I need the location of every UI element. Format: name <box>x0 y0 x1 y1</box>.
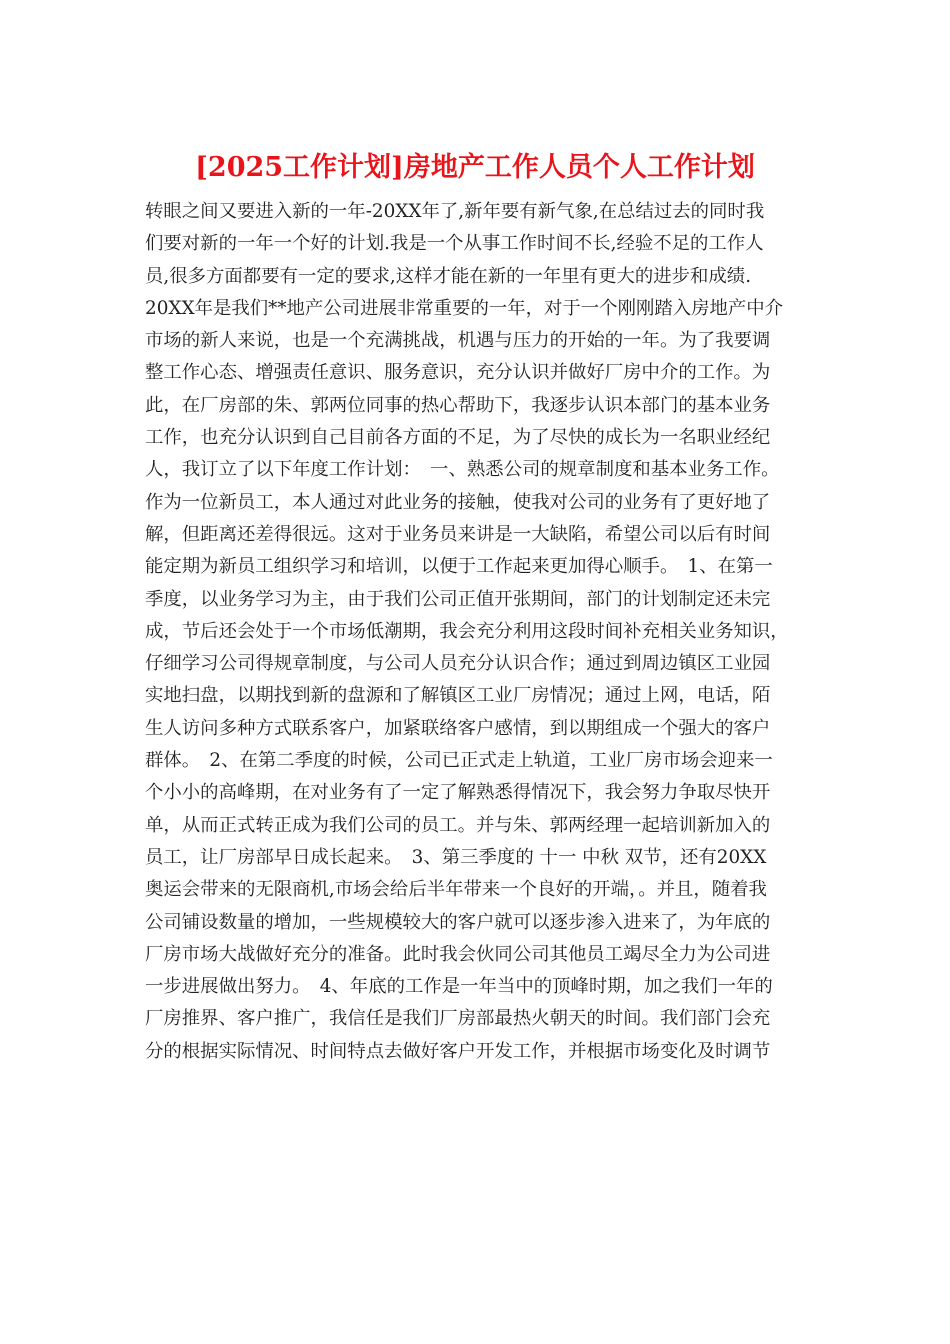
body-text-line: 能定期为新员工组织学习和培训，以便于工作起来更加得心顺手。 1、在第一 <box>145 556 773 578</box>
body-text-line: 实地扫盘，以期找到新的盘源和了解镇区工业厂房情况；通过上网，电话，陌 <box>145 685 771 707</box>
document-body <box>145 196 805 1068</box>
body-text-line: 仔细学习公司得规章制度，与公司人员充分认识合作；通过到周边镇区工业园 <box>145 653 771 675</box>
body-text-line: 转眼之间又要进入新的一年-20XX年了,新年要有新气象,在总结过去的同时我 <box>145 201 765 222</box>
document-title: [2025工作计划]房地产工作人员个人工作计划 <box>195 152 755 183</box>
body-text-line: 市场的新人来说，也是一个充满挑战，机遇与压力的开始的一年。为了我要调 <box>145 330 771 352</box>
body-text-line: 季度，以业务学习为主，由于我们公司正值开张期间，部门的计划制定还未完 <box>145 588 771 610</box>
body-text-line: 分的根据实际情况、时间特点去做好客户开发工作，并根据市场变化及时调节 <box>145 1040 771 1062</box>
body-text-line: 群体。 2、在第二季度的时候，公司已正式走上轨道，工业厂房市场会迎来一 <box>145 750 773 772</box>
body-text-line: 生人访问多种方式联系客户，加紧联络客户感情，到以期组成一个强大的客户 <box>145 717 771 739</box>
body-text-line: 整工作心态、增强责任意识、服务意识，充分认识并做好厂房中介的工作。为 <box>145 362 771 384</box>
body-text-line: 一步进展做出努力。 4、年底的工作是一年当中的顶峰时期，加之我们一年的 <box>145 976 773 998</box>
body-text-line: 厂房市场大战做好充分的准备。此时我会伙同公司其他员工竭尽全力为公司进 <box>145 943 771 965</box>
body-text-line: 厂房推界、客户推广，我信任是我们厂房部最热火朝天的时间。我们部门会充 <box>145 1008 771 1030</box>
body-text-line: 人，我订立了以下年度工作计划： 一、熟悉公司的规章制度和基本业务工作。 <box>145 459 780 481</box>
body-text-line: 此，在厂房部的朱、郭两位同事的热心帮助下，我逐步认识本部门的基本业务 <box>145 394 771 416</box>
body-text-line: 单，从而正式转正成为我们公司的员工。并与朱、郭两经理一起培训新加入的 <box>145 814 771 836</box>
body-text-line: 公司铺设数量的增加，一些规模较大的客户就可以逐步渗入进来了，为年底的 <box>145 911 771 933</box>
body-text-line: 20XX年是我们**地产公司进展非常重要的一年，对于一个刚刚踏入房地产中介 <box>145 297 784 319</box>
body-text-line: 成，节后还会处于一个市场低潮期，我会充分利用这段时间补充相关业务知识， <box>145 620 789 642</box>
body-text-line: 员工，让厂房部早日成长起来。 3、第三季度的 十一 中秋 双节，还有20XX <box>145 846 767 868</box>
body-text-line: 解，但距离还差得很远。这对于业务员来讲是一大缺陷，希望公司以后有时间 <box>145 523 771 545</box>
body-text-line: 奥运会带来的无限商机,市场会给后半年带来一个良好的开端，。并且，随着我 <box>145 879 767 901</box>
body-text-line: 们要对新的一年一个好的计划.我是一个从事工作时间不长,经验不足的工作人 <box>145 233 764 255</box>
body-text-line: 个小小的高峰期，在对业务有了一定了解熟悉得情况下，我会努力争取尽快开 <box>145 782 771 804</box>
body-text-line: 工作，也充分认识到自己目前各方面的不足，为了尽快的成长为一名职业经纪 <box>145 427 771 449</box>
body-text-line: 员,很多方面都要有一定的要求,这样才能在新的一年里有更大的进步和成绩. <box>145 265 752 287</box>
body-text-line: 作为一位新员工，本人通过对此业务的接触，使我对公司的业务有了更好地了 <box>145 491 771 513</box>
